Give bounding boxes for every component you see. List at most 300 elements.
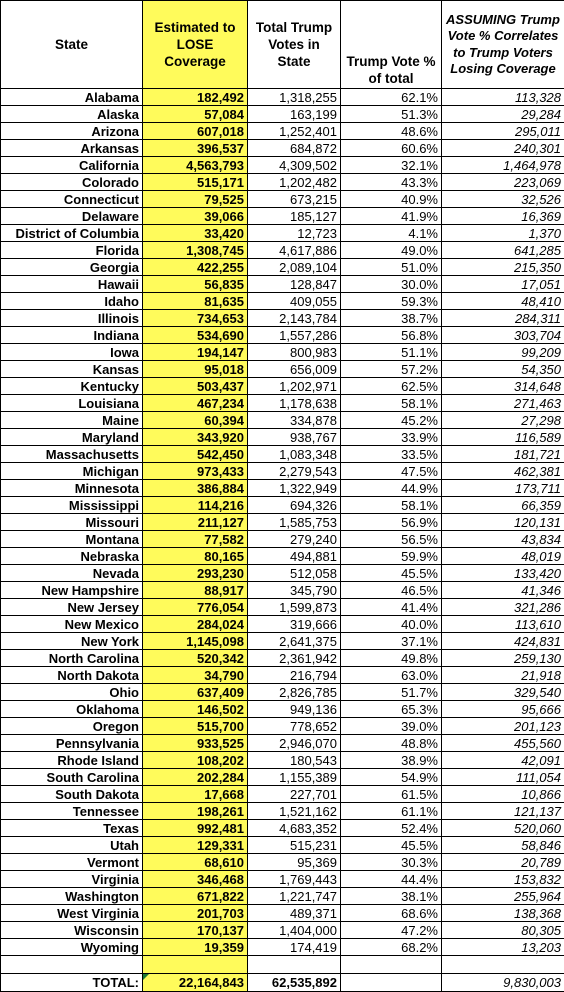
trump-vote-pct-value: 49.8% <box>341 650 442 667</box>
total-trump-votes-value: 1,404,000 <box>248 922 341 939</box>
assuming-value: 113,610 <box>442 616 564 633</box>
total-trump-votes-value: 938,767 <box>248 429 341 446</box>
trump-vote-pct-value: 51.0% <box>341 259 442 276</box>
state-name: Connecticut <box>1 191 143 208</box>
estimated-lose-value: 503,437 <box>143 378 248 395</box>
state-name: Mississippi <box>1 497 143 514</box>
trump-vote-pct-value: 38.7% <box>341 310 442 327</box>
state-name: Nevada <box>1 565 143 582</box>
assuming-value: 223,069 <box>442 174 564 191</box>
state-name: Colorado <box>1 174 143 191</box>
trump-vote-pct-value: 47.2% <box>341 922 442 939</box>
assuming-value: 80,305 <box>442 922 564 939</box>
trump-vote-pct-value: 44.4% <box>341 871 442 888</box>
state-name: District of Columbia <box>1 225 143 242</box>
table-row <box>1 922 564 939</box>
assuming-value: 284,311 <box>442 310 564 327</box>
estimated-lose-value: 211,127 <box>143 514 248 531</box>
total-trump-votes-value: 216,794 <box>248 667 341 684</box>
estimated-lose-value: 182,492 <box>143 89 248 106</box>
estimated-lose-value: 57,084 <box>143 106 248 123</box>
assuming-value: 303,704 <box>442 327 564 344</box>
estimated-lose-value: 33,420 <box>143 225 248 242</box>
table-row <box>1 344 564 361</box>
total-trump-votes-value: 489,371 <box>248 905 341 922</box>
table-row <box>1 259 564 276</box>
total-trump-votes-value: 2,641,375 <box>248 633 341 650</box>
assuming-value: 240,301 <box>442 140 564 157</box>
total-trump-votes-value: 1,521,162 <box>248 803 341 820</box>
table-row <box>1 514 564 531</box>
trump-vote-pct-value: 44.9% <box>341 480 442 497</box>
table-row <box>1 446 564 463</box>
total-trump-votes-value: 4,617,886 <box>248 242 341 259</box>
state-name: South Dakota <box>1 786 143 803</box>
estimated-lose-value: 607,018 <box>143 123 248 140</box>
total-trump-votes-value: 800,983 <box>248 344 341 361</box>
trump-vote-pct-value: 30.0% <box>341 276 442 293</box>
total-trump-votes-value: 2,089,104 <box>248 259 341 276</box>
state-name: Pennsylvania <box>1 735 143 752</box>
assuming-value: 1,464,978 <box>442 157 564 174</box>
state-name: Indiana <box>1 327 143 344</box>
trump-vote-pct-value: 48.8% <box>341 735 442 752</box>
assuming-value: 111,054 <box>442 769 564 786</box>
trump-vote-pct-value: 68.6% <box>341 905 442 922</box>
table-row <box>1 174 564 191</box>
estimated-lose-value: 534,690 <box>143 327 248 344</box>
assuming-value: 259,130 <box>442 650 564 667</box>
table-row <box>1 293 564 310</box>
trump-vote-pct-value: 41.9% <box>341 208 442 225</box>
assuming-value: 10,866 <box>442 786 564 803</box>
table-row <box>1 242 564 259</box>
trump-vote-pct-value: 58.1% <box>341 395 442 412</box>
header-total-trump-votes: Total Trump Votes in State <box>248 1 341 89</box>
trump-vote-pct-value: 52.4% <box>341 820 442 837</box>
total-trump-votes-value: 673,215 <box>248 191 341 208</box>
assuming-value: 20,789 <box>442 854 564 871</box>
total-assume: 9,830,003 <box>442 974 564 992</box>
estimated-lose-value: 422,255 <box>143 259 248 276</box>
state-name: Georgia <box>1 259 143 276</box>
table-row <box>1 361 564 378</box>
table-row <box>1 565 564 582</box>
trump-vote-pct-value: 32.1% <box>341 157 442 174</box>
trump-vote-pct-value: 46.5% <box>341 582 442 599</box>
total-trump-votes-value: 2,279,543 <box>248 463 341 480</box>
estimated-lose-value: 386,884 <box>143 480 248 497</box>
blank-cell <box>341 956 442 974</box>
estimated-lose-value: 520,342 <box>143 650 248 667</box>
total-trump-votes-value: 1,769,443 <box>248 871 341 888</box>
state-name: North Dakota <box>1 667 143 684</box>
table-row <box>1 684 564 701</box>
table-row <box>1 412 564 429</box>
assuming-value: 520,060 <box>442 820 564 837</box>
estimated-lose-value: 992,481 <box>143 820 248 837</box>
trump-vote-pct-value: 54.9% <box>341 769 442 786</box>
table-row <box>1 463 564 480</box>
total-trump-votes-value: 279,240 <box>248 531 341 548</box>
trump-vote-pct-value: 39.0% <box>341 718 442 735</box>
estimated-lose-value: 1,145,098 <box>143 633 248 650</box>
state-name: Delaware <box>1 208 143 225</box>
table-row <box>1 123 564 140</box>
total-trump-votes-value: 778,652 <box>248 718 341 735</box>
assuming-value: 641,285 <box>442 242 564 259</box>
state-name: Michigan <box>1 463 143 480</box>
state-name: Illinois <box>1 310 143 327</box>
assuming-value: 43,834 <box>442 531 564 548</box>
assuming-value: 271,463 <box>442 395 564 412</box>
total-trump-votes-value: 1,083,348 <box>248 446 341 463</box>
state-name: Nebraska <box>1 548 143 565</box>
table-row <box>1 531 564 548</box>
total-trump-votes-value: 1,585,753 <box>248 514 341 531</box>
table-row <box>1 701 564 718</box>
estimated-lose-value: 68,610 <box>143 854 248 871</box>
trump-vote-pct-value: 41.4% <box>341 599 442 616</box>
table-row <box>1 599 564 616</box>
total-trump-votes-value: 2,946,070 <box>248 735 341 752</box>
table-row <box>1 871 564 888</box>
trump-vote-pct-value: 51.7% <box>341 684 442 701</box>
assuming-value: 21,918 <box>442 667 564 684</box>
table-row <box>1 905 564 922</box>
trump-vote-pct-value: 4.1% <box>341 225 442 242</box>
estimated-lose-value: 79,525 <box>143 191 248 208</box>
total-trump-votes-value: 2,826,785 <box>248 684 341 701</box>
assuming-value: 95,666 <box>442 701 564 718</box>
assuming-value: 16,369 <box>442 208 564 225</box>
table-row <box>1 480 564 497</box>
trump-vote-pct-value: 33.9% <box>341 429 442 446</box>
table-row <box>1 888 564 905</box>
trump-vote-pct-value: 43.3% <box>341 174 442 191</box>
trump-vote-pct-value: 51.3% <box>341 106 442 123</box>
assuming-value: 455,560 <box>442 735 564 752</box>
trump-vote-pct-value: 58.1% <box>341 497 442 514</box>
table-row <box>1 939 564 956</box>
table-row <box>1 633 564 650</box>
state-name: Alabama <box>1 89 143 106</box>
state-name: Washington <box>1 888 143 905</box>
state-name: Virginia <box>1 871 143 888</box>
assuming-value: 138,368 <box>442 905 564 922</box>
assuming-value: 121,137 <box>442 803 564 820</box>
total-lose-cell[interactable] <box>143 974 248 992</box>
blank-row <box>1 956 564 974</box>
total-trump-votes-value: 180,543 <box>248 752 341 769</box>
state-name: Arkansas <box>1 140 143 157</box>
total-trump-votes-value: 1,318,255 <box>248 89 341 106</box>
assuming-value: 48,019 <box>442 548 564 565</box>
estimated-lose-value: 515,700 <box>143 718 248 735</box>
trump-vote-pct-value: 49.0% <box>341 242 442 259</box>
state-name: Iowa <box>1 344 143 361</box>
estimated-lose-value: 933,525 <box>143 735 248 752</box>
estimated-lose-value: 4,563,793 <box>143 157 248 174</box>
trump-vote-pct-value: 61.5% <box>341 786 442 803</box>
trump-vote-pct-value: 38.9% <box>341 752 442 769</box>
estimated-lose-value: 129,331 <box>143 837 248 854</box>
state-name: Vermont <box>1 854 143 871</box>
state-name: New York <box>1 633 143 650</box>
trump-vote-pct-value: 68.2% <box>341 939 442 956</box>
table-row <box>1 327 564 344</box>
trump-vote-pct-value: 56.5% <box>341 531 442 548</box>
estimated-lose-value: 34,790 <box>143 667 248 684</box>
assuming-value: 201,123 <box>442 718 564 735</box>
total-label: TOTAL: <box>1 974 143 992</box>
state-name: Texas <box>1 820 143 837</box>
total-trump-votes-value: 95,369 <box>248 854 341 871</box>
assuming-value: 99,209 <box>442 344 564 361</box>
trump-vote-pct-value: 38.1% <box>341 888 442 905</box>
estimated-lose-value: 467,234 <box>143 395 248 412</box>
table-row <box>1 752 564 769</box>
table-row <box>1 378 564 395</box>
total-trump-votes-value: 185,127 <box>248 208 341 225</box>
trump-vote-pct-value: 59.3% <box>341 293 442 310</box>
estimated-lose-value: 734,653 <box>143 310 248 327</box>
assuming-value: 113,328 <box>442 89 564 106</box>
total-trump-votes-value: 694,326 <box>248 497 341 514</box>
assuming-value: 120,131 <box>442 514 564 531</box>
state-name: Maine <box>1 412 143 429</box>
state-name: West Virginia <box>1 905 143 922</box>
total-trump-votes-value: 1,252,401 <box>248 123 341 140</box>
estimated-lose-value: 88,917 <box>143 582 248 599</box>
estimated-lose-value: 108,202 <box>143 752 248 769</box>
estimated-lose-value: 515,171 <box>143 174 248 191</box>
table-row <box>1 769 564 786</box>
blank-cell <box>143 956 248 974</box>
assuming-value: 181,721 <box>442 446 564 463</box>
table-row <box>1 395 564 412</box>
state-name: Wisconsin <box>1 922 143 939</box>
total-trump-votes-value: 345,790 <box>248 582 341 599</box>
assuming-value: 424,831 <box>442 633 564 650</box>
state-name: Wyoming <box>1 939 143 956</box>
assuming-value: 462,381 <box>442 463 564 480</box>
trump-vote-pct-value: 60.6% <box>341 140 442 157</box>
total-trump-votes-value: 2,143,784 <box>248 310 341 327</box>
state-name: Florida <box>1 242 143 259</box>
assuming-value: 116,589 <box>442 429 564 446</box>
state-name: Kansas <box>1 361 143 378</box>
estimated-lose-value: 637,409 <box>143 684 248 701</box>
assuming-value: 13,203 <box>442 939 564 956</box>
table-row <box>1 735 564 752</box>
trump-vote-pct-value: 40.9% <box>341 191 442 208</box>
table-row <box>1 650 564 667</box>
assuming-value: 66,359 <box>442 497 564 514</box>
estimated-lose-value: 201,703 <box>143 905 248 922</box>
state-name: Alaska <box>1 106 143 123</box>
estimated-lose-value: 293,230 <box>143 565 248 582</box>
estimated-lose-value: 170,137 <box>143 922 248 939</box>
trump-vote-pct-value: 65.3% <box>341 701 442 718</box>
assuming-value: 32,526 <box>442 191 564 208</box>
table-row <box>1 667 564 684</box>
total-trump-votes-value: 949,136 <box>248 701 341 718</box>
total-trump-votes-value: 334,878 <box>248 412 341 429</box>
trump-vote-pct-value: 45.5% <box>341 837 442 854</box>
estimated-lose-value: 19,359 <box>143 939 248 956</box>
table-row <box>1 89 564 106</box>
assuming-value: 42,091 <box>442 752 564 769</box>
estimated-lose-value: 60,394 <box>143 412 248 429</box>
total-trump-votes-value: 1,155,389 <box>248 769 341 786</box>
assuming-value: 48,410 <box>442 293 564 310</box>
header-estimated-lose: Estimated to LOSE Coverage <box>143 1 248 89</box>
assuming-value: 27,298 <box>442 412 564 429</box>
assuming-value: 173,711 <box>442 480 564 497</box>
table-row <box>1 616 564 633</box>
assuming-value: 41,346 <box>442 582 564 599</box>
header-assuming: ASSUMING Trump Vote % Correlates to Trump Voters Losing Coverage <box>442 1 564 89</box>
estimated-lose-value: 17,668 <box>143 786 248 803</box>
total-row <box>1 974 564 992</box>
header-trump-vote-pct: Trump Vote % of total <box>341 1 442 89</box>
trump-vote-pct-value: 56.9% <box>341 514 442 531</box>
assuming-value: 54,350 <box>442 361 564 378</box>
state-name: North Carolina <box>1 650 143 667</box>
table-row <box>1 208 564 225</box>
total-trump-votes-value: 684,872 <box>248 140 341 157</box>
estimated-lose-value: 1,308,745 <box>143 242 248 259</box>
assuming-value: 58,846 <box>442 837 564 854</box>
trump-vote-pct-value: 45.5% <box>341 565 442 582</box>
assuming-value: 329,540 <box>442 684 564 701</box>
state-name: Missouri <box>1 514 143 531</box>
total-trump-votes-value: 409,055 <box>248 293 341 310</box>
table-row <box>1 548 564 565</box>
state-name: Massachusetts <box>1 446 143 463</box>
state-name: California <box>1 157 143 174</box>
assuming-value: 29,284 <box>442 106 564 123</box>
table-row <box>1 820 564 837</box>
state-name: Minnesota <box>1 480 143 497</box>
total-trump-votes-value: 515,231 <box>248 837 341 854</box>
trump-vote-pct-value: 61.1% <box>341 803 442 820</box>
state-name: Rhode Island <box>1 752 143 769</box>
estimated-lose-value: 284,024 <box>143 616 248 633</box>
state-name: Arizona <box>1 123 143 140</box>
total-trump-votes-value: 4,309,502 <box>248 157 341 174</box>
total-trump-votes-value: 1,221,747 <box>248 888 341 905</box>
total-trump-votes-value: 1,178,638 <box>248 395 341 412</box>
state-name: Hawaii <box>1 276 143 293</box>
total-trump-votes-value: 1,557,286 <box>248 327 341 344</box>
total-lose-value: 22,164,843 <box>178 975 244 990</box>
estimated-lose-value: 973,433 <box>143 463 248 480</box>
table-row <box>1 157 564 174</box>
trump-vote-pct-value: 56.8% <box>341 327 442 344</box>
total-trump-votes-value: 494,881 <box>248 548 341 565</box>
total-trump-votes-value: 1,599,873 <box>248 599 341 616</box>
estimated-lose-value: 80,165 <box>143 548 248 565</box>
estimated-lose-value: 56,835 <box>143 276 248 293</box>
table-row <box>1 854 564 871</box>
state-name: Idaho <box>1 293 143 310</box>
assuming-value: 1,370 <box>442 225 564 242</box>
total-trump-votes-value: 512,058 <box>248 565 341 582</box>
trump-vote-pct-value: 57.2% <box>341 361 442 378</box>
estimated-lose-value: 81,635 <box>143 293 248 310</box>
table-row <box>1 429 564 446</box>
estimated-lose-value: 776,054 <box>143 599 248 616</box>
estimated-lose-value: 343,920 <box>143 429 248 446</box>
trump-vote-pct-value: 59.9% <box>341 548 442 565</box>
table-row <box>1 803 564 820</box>
table-row <box>1 718 564 735</box>
estimated-lose-value: 542,450 <box>143 446 248 463</box>
total-trump-votes-value: 1,202,971 <box>248 378 341 395</box>
blank-cell <box>442 956 564 974</box>
trump-vote-pct-value: 63.0% <box>341 667 442 684</box>
table-row <box>1 191 564 208</box>
trump-vote-pct-value: 45.2% <box>341 412 442 429</box>
assuming-value: 255,964 <box>442 888 564 905</box>
trump-vote-pct-value: 40.0% <box>341 616 442 633</box>
estimated-lose-value: 198,261 <box>143 803 248 820</box>
assuming-value: 133,420 <box>442 565 564 582</box>
state-name: South Carolina <box>1 769 143 786</box>
total-trump-votes-value: 1,322,949 <box>248 480 341 497</box>
assuming-value: 314,648 <box>442 378 564 395</box>
table-row <box>1 310 564 327</box>
assuming-value: 215,350 <box>442 259 564 276</box>
state-name: Montana <box>1 531 143 548</box>
trump-vote-pct-value: 62.1% <box>341 89 442 106</box>
total-votes: 62,535,892 <box>248 974 341 992</box>
trump-vote-pct-value: 51.1% <box>341 344 442 361</box>
estimated-lose-value: 346,468 <box>143 871 248 888</box>
state-name: New Mexico <box>1 616 143 633</box>
assuming-value: 295,011 <box>442 123 564 140</box>
total-trump-votes-value: 319,666 <box>248 616 341 633</box>
header-row <box>1 1 564 89</box>
table-row <box>1 140 564 157</box>
estimated-lose-value: 194,147 <box>143 344 248 361</box>
table-row <box>1 106 564 123</box>
trump-vote-pct-value: 33.5% <box>341 446 442 463</box>
cell-marker-icon <box>143 974 149 980</box>
state-name: New Hampshire <box>1 582 143 599</box>
total-trump-votes-value: 163,199 <box>248 106 341 123</box>
estimated-lose-value: 114,216 <box>143 497 248 514</box>
header-state: State <box>1 1 143 89</box>
total-trump-votes-value: 656,009 <box>248 361 341 378</box>
estimated-lose-value: 39,066 <box>143 208 248 225</box>
table-row <box>1 497 564 514</box>
assuming-value: 321,286 <box>442 599 564 616</box>
table-row <box>1 786 564 803</box>
total-trump-votes-value: 174,419 <box>248 939 341 956</box>
table-row <box>1 225 564 242</box>
estimated-lose-value: 146,502 <box>143 701 248 718</box>
table-row <box>1 276 564 293</box>
state-name: Maryland <box>1 429 143 446</box>
assuming-value: 153,832 <box>442 871 564 888</box>
total-trump-votes-value: 128,847 <box>248 276 341 293</box>
state-name: Ohio <box>1 684 143 701</box>
estimated-lose-value: 396,537 <box>143 140 248 157</box>
trump-vote-pct-value: 62.5% <box>341 378 442 395</box>
